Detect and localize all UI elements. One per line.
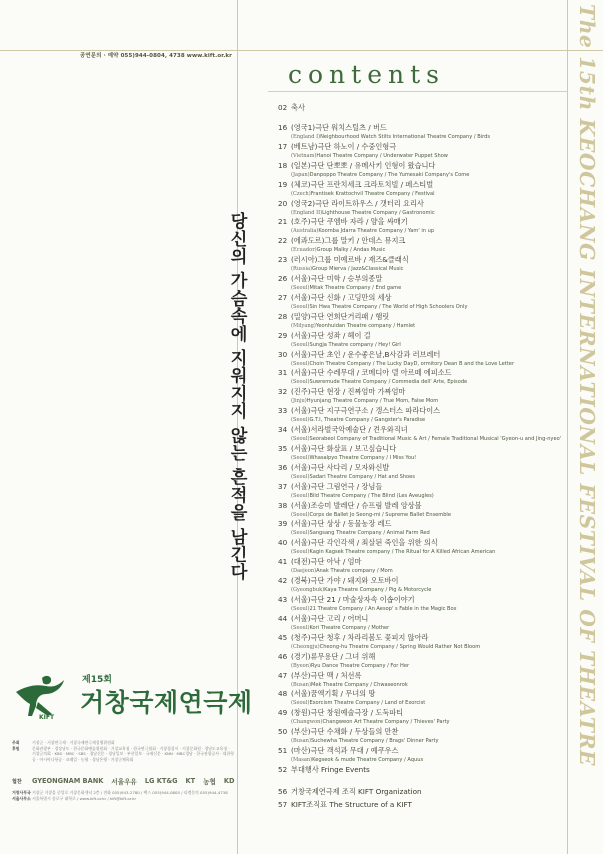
toc-page-number: 40 (278, 538, 288, 548)
toc-title-text: (경북)극단 가야 / 돼지와 오토바이 (291, 576, 399, 586)
toc-region: (Seoul) (291, 360, 310, 367)
toc-region: (Daejeon) (291, 568, 317, 575)
toc-page-number: 30 (278, 349, 288, 359)
office-row: 서울사무소 서울특별시 종로구 대학로 / www.kift.or.kr / kift@kift.or.kr (12, 795, 137, 801)
toc-entry-subtitle (278, 549, 564, 555)
toc-english-title: Neighbourhood Watch Stilts International Theatre Company / Birds (320, 134, 491, 140)
toc-entry-subtitle (278, 738, 564, 744)
toc-region: (Seoul) (291, 606, 310, 612)
toc-page-number: 41 (278, 557, 288, 567)
toc-page-number: 02 (278, 103, 288, 112)
toc-english-title: Yeonhuidan Theatre company / Hamlet (315, 322, 416, 329)
toc-title-text: KIFT조직표 The Structure of a KIFT (291, 800, 412, 810)
toc-entry-title (278, 274, 564, 284)
toc-entry-subtitle (278, 191, 564, 197)
toc-title-text: (창원)극단 창원예술극장 / 도둑파티 (291, 708, 404, 718)
toc-entry-subtitle (278, 606, 564, 612)
toc-entry-title (278, 142, 564, 152)
toc-page-number: 51 (278, 746, 288, 756)
toc-entry-title (278, 576, 564, 586)
toc-region: (Japan) (291, 171, 310, 178)
toc-title-text: (베트남)극단 하노이 / 수중인형극 (291, 141, 397, 151)
toc-region: (Byeon) (291, 662, 311, 669)
toc-entry (278, 746, 564, 763)
office-row: 거창사무국 거창군 거창읍 중앙로 거창문화센터 2층 / 전화 055)943-2780 / 팩스 055)944-0805 / 티켓문의 055)944-4738 (12, 790, 228, 795)
toc-entry (278, 217, 564, 234)
toc-region: (Seoul) (291, 530, 310, 537)
festival-name: 거창국제연극제 (80, 688, 253, 717)
toc-page-number: 27 (278, 292, 288, 302)
toc-entry-title (278, 595, 564, 605)
toc-title-text: (영국2)극단 라이트하우스 / 갯터리 요리사 (291, 198, 424, 208)
toc-entry-subtitle (278, 493, 564, 499)
toc-region: (Gyeongbuk) (291, 587, 325, 594)
toc-region: (Seoul) (291, 511, 310, 518)
toc-entry-title (278, 633, 564, 643)
contact-line: 공연문의 · 예약 055)944-0804, 4738 www.kift.or.kr (79, 53, 232, 59)
toc-entry (278, 727, 564, 744)
festival-edition: 제15회 (82, 675, 112, 685)
sponsor-logo: LG KT&G (144, 777, 178, 785)
toc-region: (Busan) (291, 738, 311, 745)
toc-page-number: 57 (278, 800, 288, 810)
toc-title-text: (에콰도르)그룹 말키 / 안데스 뮤지크 (291, 236, 406, 246)
toc-title-text: (서울)극단 지구극연구소 / 갱스터스 파라다이스 (291, 406, 441, 416)
toc-entry-title (278, 350, 564, 360)
toc-entry-title (278, 123, 564, 133)
toc-english-title: Changweon Art Theatre Company / Thieves' Party (322, 719, 450, 726)
toc-entry-subtitle (278, 568, 564, 574)
toc-page-number: 21 (278, 217, 288, 227)
toc-entry-title (278, 727, 564, 737)
toc-entry-subtitle (278, 644, 564, 650)
toc-entry (278, 406, 564, 423)
toc-entry (278, 444, 564, 461)
toc-entry-subtitle (278, 304, 564, 310)
toc-region: (Seoul) (291, 436, 310, 443)
toc-english-title: Sadari Theatre Company / Hat and Shoes (309, 473, 415, 480)
toc-entry (278, 463, 564, 480)
toc-title-text: (서울)극단 그림연극 / 장님들 (291, 481, 383, 491)
toc-page-number: 22 (278, 236, 288, 246)
toc-region: (England II) (291, 209, 323, 216)
toc-entry (278, 103, 564, 113)
toc-entry-title (278, 293, 564, 303)
toc-title-text: (서울)극단 21 / 마술상자속 이솝이야기 (291, 595, 415, 604)
toc-title-text: (밀양)극단 연희단거리패 / 햄릿 (291, 311, 390, 321)
toc-title-text: (서울)극단 미학 / 승부의종말 (291, 274, 383, 284)
toc-entry (278, 557, 564, 574)
toc-entry-title (278, 180, 564, 190)
toc-page-number: 31 (278, 368, 288, 378)
toc-region: (Masan) (291, 757, 313, 764)
toc-english-title: Exorcism Theatre Company / Land of Exorcist (309, 700, 426, 707)
toc-title-text: (서울)극단 초인 / 운수좋은날,B사감과 러브레터 (291, 349, 441, 359)
toc-page-number: 19 (278, 179, 288, 189)
sponsor-logo: KT (185, 777, 196, 785)
toc-entry (278, 708, 564, 725)
toc-region: (Seoul) (291, 473, 310, 480)
toc-page-number: 18 (278, 160, 288, 170)
toc-page-number: 29 (278, 330, 288, 340)
toc-page-number: 36 (278, 462, 288, 472)
toc-region: (Czech) (291, 190, 311, 197)
toc-entry-subtitle (278, 436, 564, 442)
toc-page-number: 48 (278, 689, 288, 699)
toc-entry-subtitle (278, 266, 564, 272)
credits-block (12, 740, 234, 762)
toc-page-number: 20 (278, 198, 288, 208)
toc-english-title: Bild Theatre Company / The Blind (Les Aveugles) (309, 492, 434, 499)
toc-region: (England I) (291, 134, 321, 140)
toc-entry (278, 576, 564, 593)
toc-region: (Seoul) (291, 700, 310, 707)
toc-title-text: (러시아)그룹 미예르바 / 재즈&클래식 (291, 255, 409, 265)
toc-page-number: 39 (278, 519, 288, 529)
toc-english-title: Sin Hwa Theatre Company / The World of High Schoolers Only (309, 303, 468, 310)
toc-page-number: 38 (278, 500, 288, 510)
toc-english-title: Lighthouse Theatre Company / Gastronomic (322, 209, 435, 216)
toc-entry (278, 425, 564, 442)
toc-entry (278, 368, 564, 385)
toc-english-title: Ryu Dance Theatre Company / For Her (310, 662, 410, 669)
toc-region: (Seoul) (291, 417, 310, 424)
toc-entry-title (278, 368, 564, 378)
toc-entry-title (278, 652, 564, 662)
toc-page-number: 28 (278, 311, 288, 321)
toc-entry-title (278, 689, 564, 699)
toc-entry-subtitle (278, 682, 564, 688)
toc-title-text: (서울)극단 고리 / 어머니 (291, 613, 369, 623)
toc-title-text: (체코)극단 프란치세크 크라토치빌 / 페스티벌 (291, 179, 434, 189)
toc-entry (278, 293, 564, 310)
sponsor-logos: 협찬 GYEONGNAM BANK 서울우유 LG KT&G KT 농협 KD (12, 777, 235, 786)
toc-entry-subtitle (278, 512, 564, 518)
sponsor-logo: 농협 (203, 778, 216, 786)
toc-page-number: 23 (278, 255, 288, 265)
toc-english-title: Cheong-hu Theatre Company / Spring Would Rather Not Bloom (319, 643, 481, 650)
toc-region: (Changwon) (291, 719, 323, 726)
toc-english-title: Kori Theatre Company / Mother (309, 624, 390, 631)
sponsor-logo: GYEONGNAM BANK (32, 777, 104, 785)
toc-entry-title (278, 103, 564, 113)
toc-entry-title (278, 800, 564, 810)
toc-page-number: 46 (278, 651, 288, 661)
toc-entry-subtitle (278, 210, 564, 216)
toc-entry (278, 274, 564, 291)
toc-title-text: 부대행사 Fringe Events (291, 764, 370, 774)
page-title: contents (288, 60, 445, 89)
toc-english-title: Kagin Kagsek Theatre company / The Ritual for A Killed African American (309, 549, 496, 556)
toc-entry-title (278, 199, 564, 209)
toc-page-number: 43 (278, 595, 288, 604)
toc-entry-title (278, 519, 564, 529)
toc-entry (278, 236, 564, 253)
toc-page-number: 17 (278, 141, 288, 151)
festival-logo (12, 672, 253, 720)
toc-english-title: Kaya Theatre Company / Pig & Motorcycle (324, 587, 432, 594)
toc-english-title: 21 Theatre Company / An Aesop' s Fable in the Magic Box (309, 606, 457, 612)
toc-page-number: 37 (278, 481, 288, 491)
toc-title-text: 거창국제연극제 조직 KIFT Organization (291, 786, 422, 796)
toc-entry-subtitle (278, 134, 564, 140)
toc-entry-title (278, 671, 564, 681)
credit-row: 후원 문화관광부 · 경상남도 · 한국문화예술위원회 · 거창교육청 · 한국연극협회 · 거창경찰서 · 거창문화원 · 경남도교육청 · 거창군의회 · KBS · MBC · SBS · 경남신문 · 경남일보 · 부산일보 · 국제신문 · KNN · MBC경남 · 한국관광공사 · 대한항공 · 아시아나항공 · 코레일 · 농협 · 경남은행 · 거창군체육회 (12, 745, 234, 762)
toc-entry-subtitle (278, 323, 564, 329)
toc-page-number: 45 (278, 632, 288, 642)
toc-region: (Seoul) (291, 549, 310, 556)
toc-english-title: Sungja Theatre company / Hey! Girl (309, 341, 401, 348)
toc-page-number: 44 (278, 613, 288, 623)
toc-entry (278, 633, 564, 650)
sponsor-logo: 서울우유 (111, 778, 137, 786)
toc-english-title: Hyunjang Theatre Company / True Mom, False Mom (306, 398, 439, 405)
slogan: 당신의 가슴속에 지워지지 않는 흔적을 남긴다 (226, 212, 247, 581)
toc-entry-title (278, 501, 564, 511)
toc-entry-title (278, 557, 564, 567)
toc-title-text: (서울)극단 성좌 / 헤이 걸 (291, 330, 371, 340)
toc-english-title: Group Malky / Andas Music (316, 247, 386, 254)
toc-entry-subtitle (278, 663, 564, 669)
contents-rule (268, 91, 567, 92)
toc-entry-title (278, 236, 564, 246)
dancer-logo-mark (12, 672, 67, 720)
toc-region: (Seoul) (291, 379, 310, 386)
toc-entry-title (278, 387, 564, 397)
toc-region: (Russia) (291, 266, 312, 273)
toc-region: (Seoul) (291, 303, 310, 310)
toc-title-text: (서울)극단 사다리 / 모자와신발 (291, 462, 390, 472)
toc-entry (278, 595, 564, 612)
toc-entry (278, 538, 564, 555)
toc-region: (Jinju) (291, 398, 307, 405)
toc-title-text: (영국1)극단 워치스틸츠 / 버드 (291, 123, 387, 132)
toc-page-number: 16 (278, 123, 288, 132)
toc-title-text: (대전)극단 아낙 / 엄마 (291, 557, 362, 567)
toc-title-text: (진주)극단 현장 / 진짜엄마 가짜엄마 (291, 387, 406, 397)
divider-right (567, 0, 568, 854)
toc-english-title: Suchewha Theatre Company / Brags' Dinner Party (310, 738, 439, 745)
festival-side-title: The 15th KEOCHANG INTERNATIONAL FESTIVAL OF THEATRE (575, 4, 599, 767)
sponsor-logo: KD (223, 777, 235, 785)
toc-english-title: Sangsang Theatre Company / Animal Farm Red (309, 530, 430, 537)
toc-region: (Ecuador) (291, 247, 317, 254)
toc-page-number: 52 (278, 764, 288, 774)
toc-entry-title (278, 482, 564, 492)
toc-entry (278, 142, 564, 159)
toc-entry-title (278, 331, 564, 341)
toc-title-text: (서울)극단 수레무대 / 코메디아 델 아르떼 에피소드 (291, 368, 452, 378)
toc-title-text: (서울)서라벌국악예술단 / 견우와직녀 (291, 425, 408, 435)
toc-page-number: 47 (278, 670, 288, 680)
toc-entry (278, 312, 564, 329)
toc-entry-title (278, 787, 564, 797)
toc-english-title: Hanoi Theatre Company / Underwater Puppet Show (316, 152, 448, 159)
toc-entry (278, 387, 564, 404)
office-info (12, 790, 234, 801)
toc-entry-title (278, 746, 564, 756)
toc-entry-title (278, 538, 564, 548)
toc-title-text: (서울)극단 신화 / 고딩만의 세상 (291, 292, 392, 302)
toc-title-text: (서울)조승미 발레단 / 슈프림 발레 앙상블 (291, 500, 422, 510)
toc-entry-subtitle (278, 379, 564, 385)
toc-title-text: (경기)류무용단 / 그녀 위해 (291, 651, 376, 661)
toc-english-title: Anak Theatre company / Mom (316, 568, 393, 575)
toc-page-number: 56 (278, 786, 288, 796)
toc-region: (Seoul) (291, 624, 310, 631)
toc-entry (278, 519, 564, 536)
toc-entry (278, 652, 564, 669)
svg-text:KIFT: KIFT (39, 714, 55, 720)
toc-english-title: Corps de Ballet Jo Seong-mi / Supreme Ballet Ensemble (309, 511, 451, 518)
toc-entry-subtitle (278, 474, 564, 480)
toc-page-number: 33 (278, 406, 288, 416)
toc-title-text: 축사 (291, 103, 305, 112)
toc-entry-subtitle (278, 530, 564, 536)
toc-region: (Cheongju) (291, 643, 320, 650)
toc-entry-subtitle (278, 455, 564, 461)
toc-entry (278, 255, 564, 272)
toc-english-title: Frantisek Krattochvil Theatre Company / Festival (310, 190, 435, 197)
toc-entry (278, 161, 564, 178)
toc-entry (278, 614, 564, 631)
toc-entry-subtitle (278, 153, 564, 159)
toc-region: (Australia) (291, 228, 319, 235)
toc-english-title: Suwremude Theatre Company / Commedia dell' Arte, Episode (309, 379, 468, 386)
toc-title-text: (부산)극단 맥 / 처선록 (291, 670, 362, 680)
toc-entry (278, 765, 564, 775)
toc-region: (Milyang) (291, 322, 316, 329)
toc-entry (278, 350, 564, 367)
toc-entry (278, 671, 564, 688)
toc-entry-title (278, 217, 564, 227)
toc-title-text: (청주)극단 청후 / 차라리봄도 꽃피지 않아라 (291, 632, 429, 642)
toc-page-number: 49 (278, 708, 288, 718)
toc-entry-subtitle (278, 172, 564, 178)
toc-entry-subtitle (278, 719, 564, 725)
toc-english-title: Seorabeol Company of Traditional Music & Art / Female Traditional Musical 'Gyeon-u and Jing-nyeo' (309, 436, 562, 443)
toc-title-text: (서울)극단 상상 / 동물농장 레드 (291, 519, 392, 529)
toc-entry (278, 501, 564, 518)
toc-page-number: 26 (278, 274, 288, 284)
toc-entry-subtitle (278, 417, 564, 423)
toc-entry-title (278, 614, 564, 624)
toc-entry (278, 787, 564, 797)
toc-entry-subtitle (278, 625, 564, 631)
toc-title-text: (호주)극단 쿠엠바 자라 / 얌을 싸매기 (291, 217, 408, 227)
toc-region: (Vietnam) (291, 152, 317, 159)
toc-page-number: 35 (278, 443, 288, 453)
toc-title-text: (서울)극단 화살표 / 보고싶습니다 (291, 443, 397, 453)
toc-region: (Seoul) (291, 492, 310, 499)
toc-entry-subtitle (278, 587, 564, 593)
toc-english-title: Group Mierva / Jazz&Classical Music (311, 266, 404, 273)
toc-english-title: Danpoppo Theatre Company / The Yumesaki Company's Come (309, 171, 470, 178)
toc-entry-title (278, 765, 564, 775)
toc-title-text: (서울)극단 각인각색 / 죄살된 죽인을 위한 의식 (291, 538, 438, 548)
toc-title-text: (부산)극단 수채화 / 두상들의 만찬 (291, 727, 399, 737)
toc-english-title: Mek Theatre Company / Chwaseonrok (310, 681, 408, 688)
toc-entry-title (278, 161, 564, 171)
toc-entry-title (278, 312, 564, 322)
toc-page-number: 32 (278, 387, 288, 397)
credit-row: 주최 거창군 · 거창연극제 · 거창국제연극제집행위원회 (12, 740, 115, 745)
toc-entry (278, 123, 564, 140)
toc-english-title: Choin Theatre Company / The Lucky DayD, ormitory Dean B and the Love Letter (309, 360, 515, 367)
toc-english-title: Koomba Jdarra Theatre Company / Yam' in up (318, 228, 435, 235)
toc-entry-subtitle (278, 700, 564, 706)
toc-entry-title (278, 425, 564, 435)
toc-page-number: 34 (278, 425, 288, 435)
toc-entry-title (278, 444, 564, 454)
toc-entry-subtitle (278, 342, 564, 348)
toc-entry (278, 482, 564, 499)
toc-entry-subtitle (278, 398, 564, 404)
toc-page-number: 42 (278, 576, 288, 586)
toc-entry (278, 689, 564, 706)
toc-region: (Busan) (291, 681, 311, 688)
toc-title-text: (마산)극단 객석과 무대 / 예쿠우스 (291, 746, 399, 756)
toc-region: (Seoul) (291, 454, 310, 461)
toc-region: (Seoul) (291, 285, 310, 292)
toc-entry (278, 180, 564, 197)
toc-entry-subtitle (278, 247, 564, 253)
toc-entry-subtitle (278, 361, 564, 367)
toc-entry (278, 800, 564, 810)
toc-entry (278, 199, 564, 216)
toc-entry-subtitle (278, 285, 564, 291)
toc-entry-title (278, 463, 564, 473)
toc-page-number: 50 (278, 727, 288, 737)
toc-english-title: Whasalpyo Theatre Company / I Miss You! (309, 454, 417, 461)
toc-entry (278, 331, 564, 348)
toc-english-title: Kegseok & mude Theatre Company / Aquus (312, 757, 424, 764)
toc-entry-subtitle (278, 228, 564, 234)
toc-entry-title (278, 708, 564, 718)
toc-entry-subtitle (278, 757, 564, 763)
toc-english-title: G.T.I, Theatre Company / Gangster's Paradise (309, 417, 426, 424)
toc-english-title: Mitak Theatre Company / End game (309, 285, 402, 292)
toc-entry-title (278, 255, 564, 265)
toc-title-text: (서울)꿈엑기획 / 무녀의 땅 (291, 689, 376, 699)
toc-title-text: (일본)극단 단뽀뽀 / 유메사키 인형이 왔습니다 (291, 160, 436, 170)
toc-entry-title (278, 406, 564, 416)
toc-region: (Seoul) (291, 341, 310, 348)
